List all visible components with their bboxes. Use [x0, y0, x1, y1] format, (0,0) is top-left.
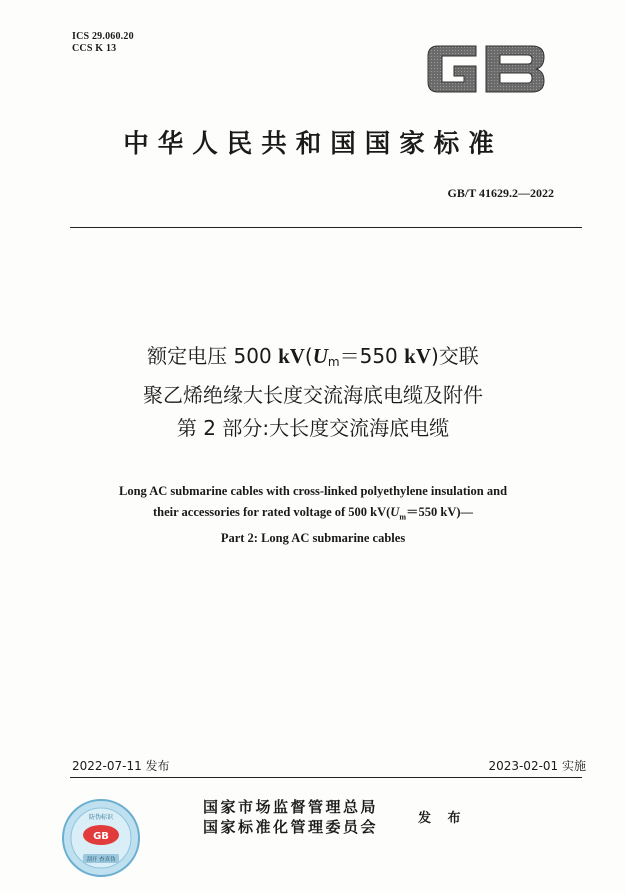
english-title-line-1: Long AC submarine cables with cross-linked polyethylene insulation and — [118, 484, 508, 498]
svg-text:GB: GB — [93, 831, 109, 842]
english-title-line-3: Part 2: Long AC submarine cables — [220, 530, 406, 545]
ics-code: ICS 29.060.20 — [72, 31, 134, 42]
english-title-line-2: their accessories for rated voltage of 500 $kV(U_m=550$ kV)— — [152, 505, 474, 522]
issuer-samr: 国家市场监督管理总局 — [203, 798, 379, 816]
issuing-authorities — [203, 797, 378, 837]
chinese-title — [0, 340, 626, 445]
bottom-divider — [70, 777, 582, 778]
english-title — [0, 481, 626, 549]
seal-top-text: 防伪标识 — [88, 814, 114, 821]
gb-logo-icon — [424, 40, 548, 98]
national-standard-title: 中华人民共和国国家标准 — [123, 129, 503, 159]
classification-codes — [72, 31, 134, 55]
issue-date: 2022-07-11 发布 — [72, 759, 170, 773]
publish-label: 发 布 — [418, 811, 467, 826]
seal-bottom-text: 刮开 查真伪 — [86, 857, 116, 863]
issuer-sac: 国家标准化管理委员会 — [203, 818, 379, 836]
chinese-title-line-1: 额定电压 500 $kV(U_m=550$ kV)交联 — [147, 344, 479, 369]
implementation-date: 2023-02-01 实施 — [488, 759, 586, 773]
chinese-title-line-3: 第 2 部分:大长度交流海底电缆 — [176, 416, 450, 440]
top-divider — [70, 227, 582, 228]
anti-counterfeit-seal-icon — [60, 797, 142, 879]
standard-number: GB/T 41629.2—2022 — [447, 186, 554, 200]
chinese-title-line-2: 聚乙烯绝缘大长度交流海底电缆及附件 — [143, 383, 483, 407]
ccs-code: CCS K 13 — [72, 43, 117, 54]
